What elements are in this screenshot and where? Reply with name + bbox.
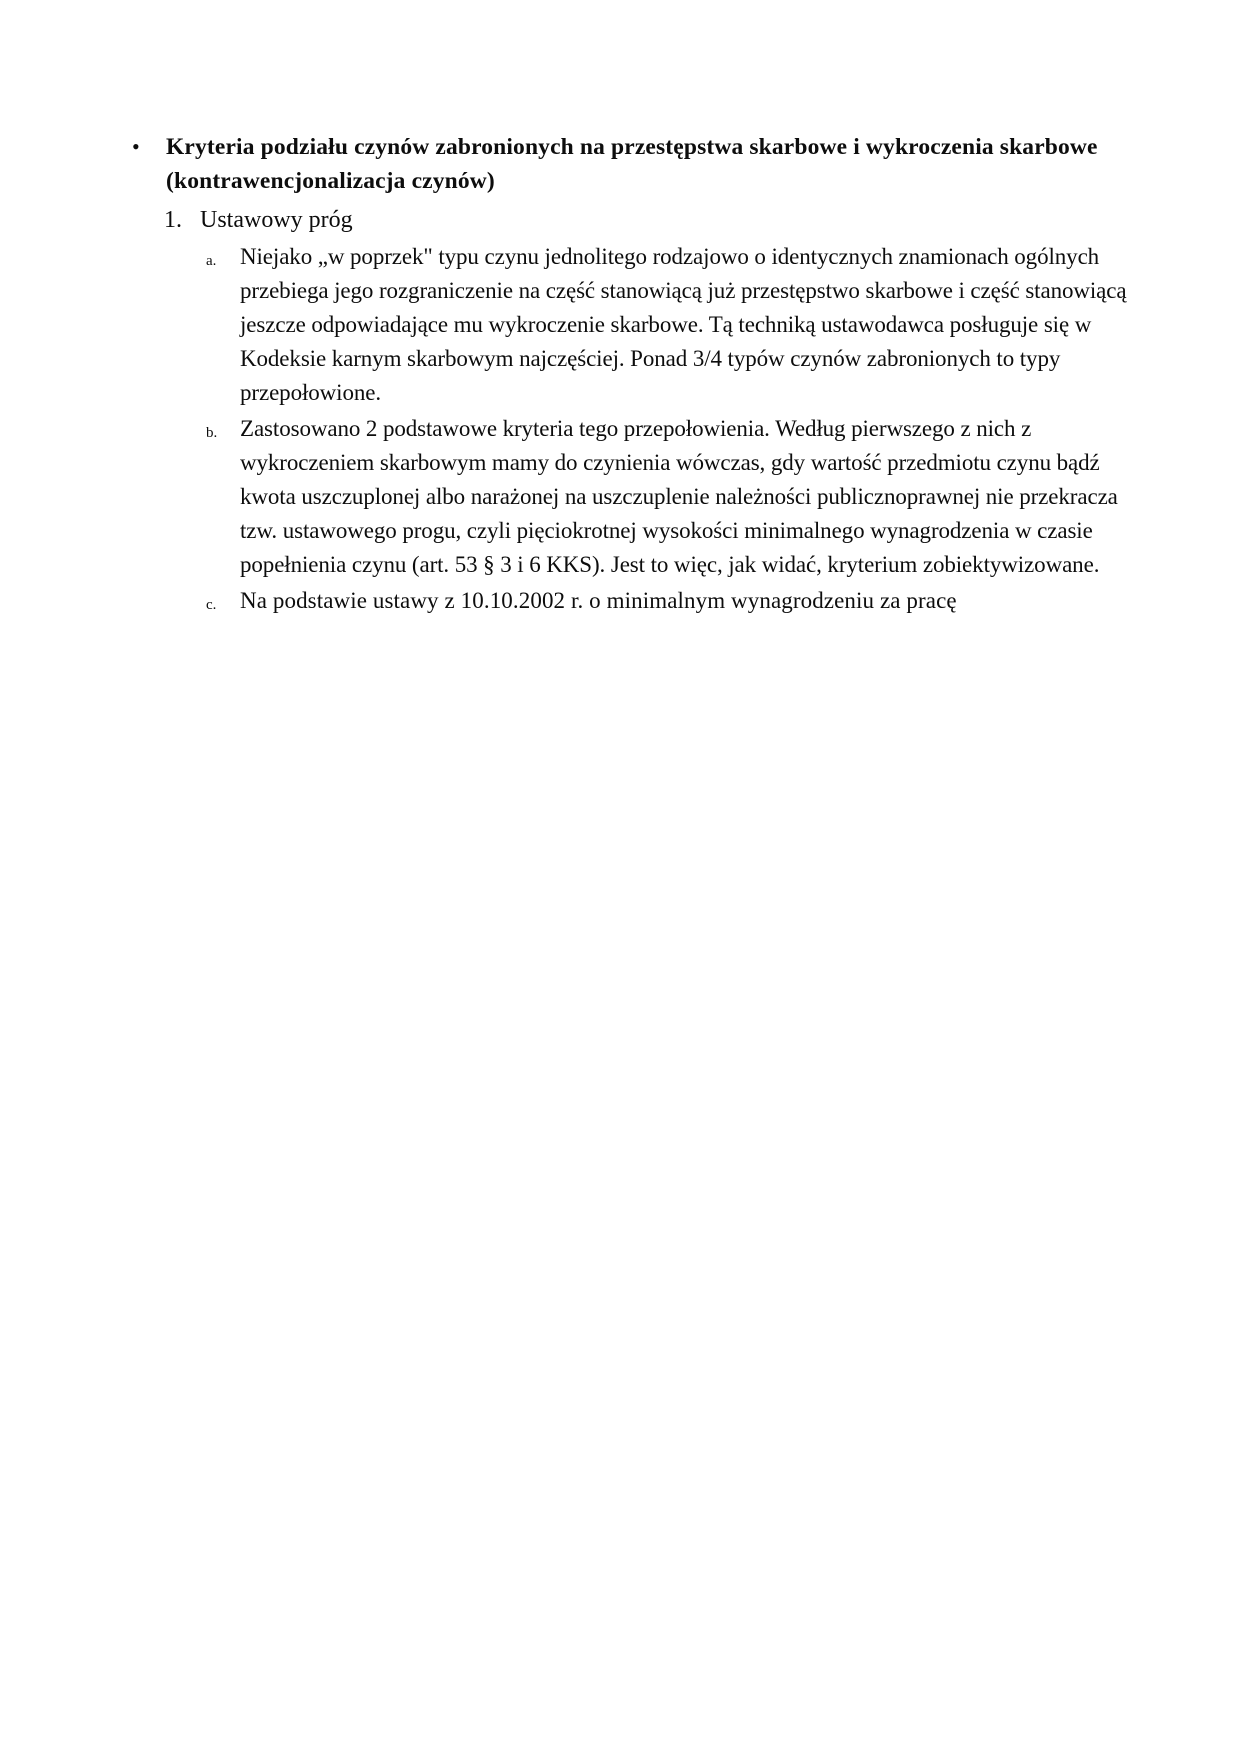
outline-item-heading	[128, 130, 1132, 198]
outline-heading-text: Kryteria podziału czynów zabronionych na przestępstwa skarbowe i wykroczenia skarbowe (kontrawencjonalizacja czynów)	[166, 134, 1098, 194]
outline-subheading-text: Ustawowy próg	[200, 207, 353, 233]
list-number-marker: 1.	[164, 207, 182, 233]
outline-item-lettered-c	[128, 584, 1132, 618]
list-letter-marker-a: a.	[206, 253, 217, 269]
outline-item-lettered-a	[128, 240, 1132, 410]
paragraph-text-a: Niejako „w poprzek" typu czynu jednolitego rodzajowo o identycznych znamionach ogólnych przebiega jego rozgraniczenie na część stanowiącą już przestępstwo skarbowe i część stanowiącą jeszcze odpowiadające mu wykroczenie skarbowe. Tą techniką ustawodawca posługuje się w Kodeksie karnym skarbowym najczęściej. Ponad 3/4 typów czynów zabronionych to typy przepołowione.	[240, 244, 1127, 405]
list-letter-marker-c: c.	[206, 597, 217, 613]
list-letter-marker-b: b.	[206, 425, 218, 441]
outline-item-numbered	[128, 202, 1132, 238]
outline-item-lettered-b	[128, 412, 1132, 582]
paragraph-text-b: Zastosowano 2 podstawowe kryteria tego przepołowienia. Według pierwszego z nich z wykroczeniem skarbowym mamy do czynienia wówczas, gdy wartość przedmiotu czynu bądź kwota uszczuplonej albo narażonej na uszczuplenie należności publicznoprawnej nie przekracza tzw. ustawowego progu, czyli pięciokrotnej wysokości minimalnego wynagrodzenia w czasie popełnienia czynu (art. 53 § 3 i 6 KKS). Jest to więc, jak widać, kryterium zobiektywizowane.	[240, 416, 1118, 577]
paragraph-text-c: Na podstawie ustawy z 10.10.2002 r. o minimalnym wynagrodzeniu za pracę	[240, 588, 957, 613]
bullet-icon: •	[132, 134, 140, 159]
